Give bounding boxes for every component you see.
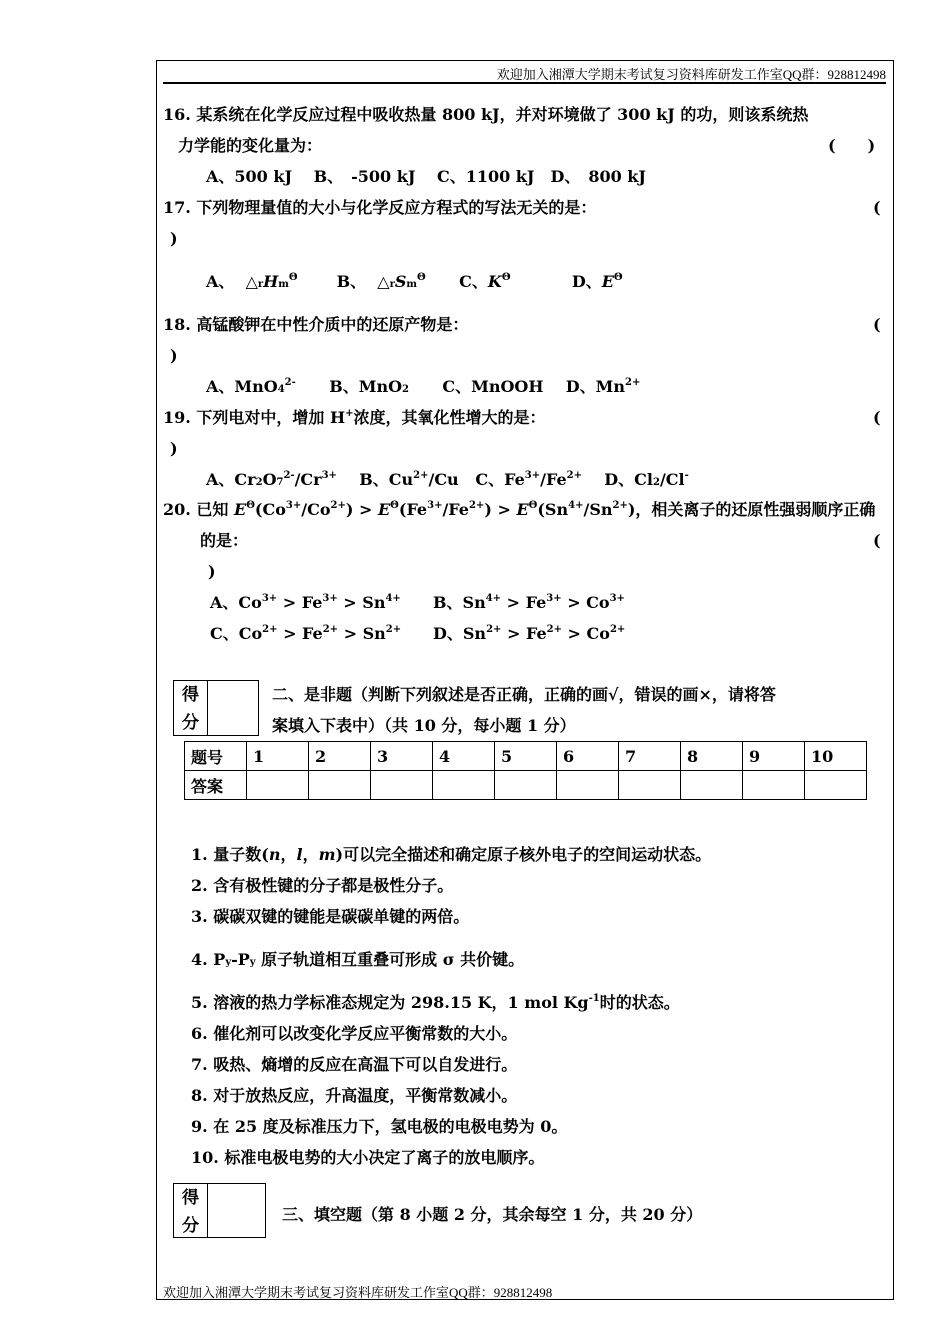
table-row-label: 答案 — [185, 771, 247, 800]
table-header-cell: 3 — [371, 742, 433, 771]
table-header-cell: 7 — [619, 742, 681, 771]
sec3-title: 三、填空题（第 8 小题 2 分，其余每空 1 分，共 20 分） — [282, 1205, 703, 1224]
q17-paren-open: ( — [873, 198, 881, 217]
q20-line2: 的是： — [200, 531, 249, 550]
answer-cell[interactable] — [743, 771, 805, 800]
sec3-score-box[interactable] — [173, 1183, 266, 1238]
answer-cell[interactable] — [805, 771, 867, 800]
page-header: 欢迎加入湘潭大学期末考试复习资料库研发工作室QQ群：928812498 — [496, 67, 886, 82]
answer-table-answer-row — [185, 771, 867, 800]
q19-options: A、$Cr_2O_7^{2-}/Cr^{3+}$ B、$Cu^{2+}/Cu$ C、$Fe^{3+}/Fe^{2+}$ D、$Cl_2/Cl^-$ — [206, 470, 689, 489]
q19-paren-close: ) — [170, 439, 178, 458]
q20-option-b: B、$Sn^{4+} > Fe^{3+} > Co^{3+}$ — [433, 593, 625, 612]
answer-cell[interactable] — [433, 771, 495, 800]
q20-paren-close: ) — [208, 562, 216, 581]
q16-line1: 16. 某系统在化学反应过程中吸收热量 800 kJ，并对环境做了 300 kJ 的功，则该系统热 — [163, 105, 809, 124]
answer-table-header-row — [185, 742, 867, 771]
q16-paren: ( ) — [828, 136, 876, 155]
q18-line1: 18. 高锰酸钾在中性介质中的还原产物是： — [163, 315, 469, 334]
q20-line1: 20. 已知 $E^\Theta(Co^{3+}/Co^{2+}) > E^\Theta(Fe^{3+}/Fe^{2+}) > E^\Theta(Sn^{4+}/Sn^{2+})$，相关离子的还原性强弱顺序正确 — [163, 500, 876, 519]
q19-paren-open: ( — [873, 408, 881, 427]
tf-item-7: 7. 吸热、熵增的反应在高温下可以自发进行。 — [191, 1055, 518, 1074]
q18-paren-open: ( — [873, 315, 881, 334]
table-header-cell: 10 — [805, 742, 867, 771]
answer-cell[interactable] — [681, 771, 743, 800]
q19-line1: 19. 下列电对中，增加 H+浓度，其氧化性增大的是： — [163, 408, 546, 427]
tf-item-6: 6. 催化剂可以改变化学反应平衡常数的大小。 — [191, 1024, 518, 1043]
tf-item-9: 9. 在 25 度及标准压力下，氢电极的电极电势为 0。 — [191, 1117, 568, 1136]
table-header-cell: 9 — [743, 742, 805, 771]
answer-cell[interactable] — [309, 771, 371, 800]
q20-option-d: D、$Sn^{2+} > Fe^{2+} > Co^{2+}$ — [433, 624, 626, 643]
sec2-score-label: 得分 — [174, 681, 208, 735]
q16-line2: 力学能的变化量为： — [178, 136, 323, 155]
q18-options: A、MnO$_4^{2-}$ B、MnO$_2$ C、MnOOH D、$Mn^{2+}$ — [206, 377, 641, 396]
tf-item-1: 1. 量子数(n，l，m)可以完全描述和确定原子核外电子的空间运动状态。 — [191, 845, 712, 864]
tf-item-2: 2. 含有极性键的分子都是极性分子。 — [191, 876, 454, 895]
table-header-cell: 5 — [495, 742, 557, 771]
tf-item-8: 8. 对于放热反应，升高温度，平衡常数减小。 — [191, 1086, 518, 1105]
q20-option-c: C、$Co^{2+} > Fe^{2+} > Sn^{2+}$ — [210, 624, 402, 643]
sec3-score-label: 得分 — [174, 1184, 208, 1237]
header-rule — [163, 82, 886, 84]
answer-cell[interactable] — [619, 771, 681, 800]
table-header-cell: 6 — [557, 742, 619, 771]
table-header-cell: 2 — [309, 742, 371, 771]
page-footer: 欢迎加入湘潭大学期末考试复习资料库研发工作室QQ群：928812498 — [163, 1285, 553, 1300]
table-header-cell: 8 — [681, 742, 743, 771]
q17-options: A、 $\triangle_rH_m^\Theta$ B、 $\triangle_rS_m^\Theta$ C、$K^\Theta$ D、$E^\Theta$ — [206, 272, 623, 291]
table-header-cell: 4 — [433, 742, 495, 771]
tf-item-10: 10. 标准电极电势的大小决定了离子的放电顺序。 — [191, 1148, 545, 1167]
table-header-cell: 题号 — [185, 742, 247, 771]
answer-cell[interactable] — [371, 771, 433, 800]
q20-paren-open: ( — [873, 531, 881, 550]
answer-cell[interactable] — [495, 771, 557, 800]
tf-item-5: 5. 溶液的热力学标准态规定为 298.15 K，1 mol $Kg^{-1}$时的状态。 — [191, 993, 680, 1012]
sec2-score-box[interactable] — [173, 680, 259, 736]
q17-line1: 17. 下列物理量值的大小与化学反应方程式的写法无关的是： — [163, 198, 597, 217]
q20-option-a: A、$Co^{3+} > Fe^{3+} > Sn^{4+}$ — [210, 593, 401, 612]
sec2-title-line2: 案填入下表中）（共 10 分，每小题 1 分） — [272, 716, 576, 735]
q17-paren-close: ) — [170, 229, 178, 248]
answer-table — [184, 741, 867, 800]
answer-cell[interactable] — [247, 771, 309, 800]
sec2-title-line1: 二、是非题（判断下列叙述是否正确，正确的画√，错误的画×，请将答 — [272, 685, 776, 704]
answer-cell[interactable] — [557, 771, 619, 800]
q18-paren-close: ) — [170, 346, 178, 365]
page-frame — [156, 60, 894, 1300]
tf-item-4: 4. $P_y-P_y$ 原子轨道相互重叠可形成 σ 共价键。 — [191, 950, 525, 969]
q16-options: A、500 kJ B、 -500 kJ C、1100 kJ D、 800 kJ — [206, 167, 646, 186]
tf-item-3: 3. 碳碳双键的键能是碳碳单键的两倍。 — [191, 907, 470, 926]
table-header-cell: 1 — [247, 742, 309, 771]
